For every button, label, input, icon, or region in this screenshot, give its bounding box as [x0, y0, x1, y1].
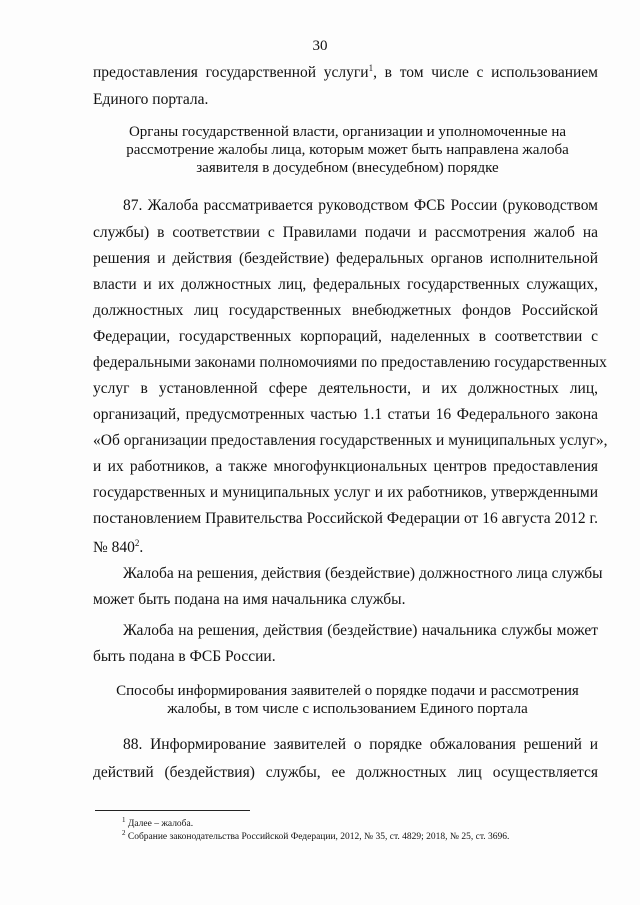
para-87-line: государственных и муниципальных услуг и их работников, утвержденными: [93, 484, 598, 501]
para-88-line-2: действий (бездействия) службы, ее должностных лиц осуществляется: [93, 764, 598, 781]
section-heading-1: Органы государственной власти, организации и уполномоченные на рассмотрение жалобы лица, которым может быть направлена жалоба заявителя в досудебном (внесудебном) порядке: [126, 124, 569, 176]
para-87-line: решения и действия (бездействие) федеральных органов исполнительной: [93, 250, 598, 267]
para-87-line: постановлением Правительства Российской Федерации от 16 августа 2012 г.: [93, 510, 598, 527]
para-87-line: Федерации, государственных корпораций, наделенных в соответствии с: [93, 328, 598, 345]
para-87-line: и их работников, а также многофункциональных центров предоставления: [93, 458, 598, 475]
para-87-line: власти и их должностных лиц, федеральных государственных служащих,: [93, 276, 598, 293]
para-87-line: 87. Жалоба рассматривается руководством ФСБ России (руководством: [123, 197, 598, 214]
para-b-line-1: Жалоба на решения, действия (бездействие) начальника службы может: [123, 622, 598, 639]
para-87-line: организаций, предусмотренных частью 1.1 статьи 16 Федерального закона: [93, 406, 598, 423]
para-a-line-1: Жалоба на решения, действия (бездействие) должностного лица службы: [123, 565, 603, 582]
para-a-line-2: может быть подана на имя начальника службы.: [93, 591, 406, 608]
para-87-line: федеральными законами полномочиями по предоставлению государственных: [93, 354, 607, 371]
section-heading-2: Способы информирования заявителей о порядке подачи и рассмотрения жалобы, в том числе с использованием Единого портала: [116, 683, 579, 717]
footnote-2: $^2$ Собрание законодательства Российской Федерации, 2012, № 35, ст. 4829; 2018, № 25, ст. 3696.: [122, 829, 510, 843]
page-number: 30: [312, 38, 328, 54]
para-87-line: службы) в соответствии с Правилами подачи и рассмотрения жалоб на: [93, 224, 598, 241]
para-88-line-1: 88. Информирование заявителей о порядке обжалования решений и: [123, 736, 598, 753]
intro-line-1: предоставления государственной услуги$^1$, в том числе с использованием: [93, 63, 598, 82]
para-87-line: «Об организации предоставления государственных и муниципальных услуг»,: [93, 432, 608, 449]
footnote-1: $^1$ Далее – жалоба.: [122, 816, 194, 830]
intro-line-2: Единого портала.: [93, 91, 209, 108]
footnote-ref-1: 1: [368, 63, 374, 73]
para-87-line: должностных лиц государственных внебюджетных фондов Российской: [93, 302, 598, 319]
footnote-divider: [95, 810, 250, 811]
para-87-line: услуг в установленной сфере деятельности, и их должностных лиц,: [93, 380, 598, 397]
footnote-ref-2: 2: [134, 538, 140, 548]
para-b-line-2: быть подана в ФСБ России.: [93, 648, 276, 665]
para-87-last-line: № $840^2$.: [93, 538, 144, 557]
